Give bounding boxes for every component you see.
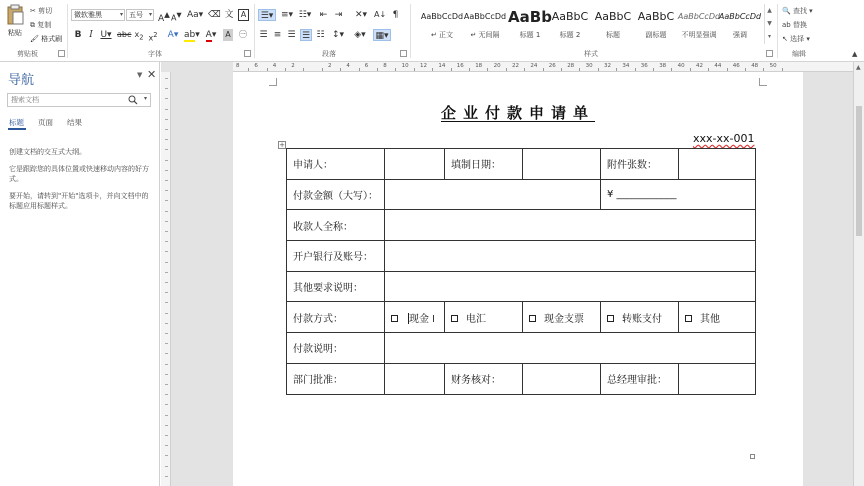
ibeam-cursor-icon: I — [432, 313, 435, 325]
ruler-tick-mark — [165, 455, 168, 456]
fill-date-label: 填制日期： — [445, 149, 523, 180]
ruler-tick-mark — [690, 68, 691, 71]
replace-icon: ab — [782, 21, 791, 29]
ruler-tick-mark — [616, 68, 617, 71]
ruler-tick-mark — [165, 149, 168, 150]
document-canvas — [161, 62, 853, 486]
finance-check-value[interactable] — [523, 363, 601, 394]
style-name: ↵ 正文 — [430, 31, 454, 39]
style-name: 强调 — [733, 31, 747, 39]
close-icon[interactable]: ✕ — [147, 68, 157, 81]
table-resize-handle[interactable] — [750, 454, 755, 459]
finance-check-label: 财务核对： — [445, 363, 523, 394]
ruler-tick-mark — [487, 68, 488, 71]
ruler-tick-mark — [165, 353, 168, 354]
ruler-tick-mark — [377, 68, 378, 71]
style-subtitle[interactable] — [632, 4, 680, 44]
vertical-scrollbar[interactable] — [853, 62, 864, 486]
style-preview: AaBb — [508, 8, 552, 26]
style-preview: AaBbC — [594, 10, 632, 23]
ruler-tick-mark — [165, 262, 168, 263]
ruler-tick-label: 30 — [585, 63, 593, 69]
table-row — [287, 179, 756, 210]
ruler-tick-mark — [579, 68, 580, 71]
bullets-button[interactable]: ☰▾ — [258, 9, 276, 21]
dept-approval-value[interactable] — [385, 363, 445, 394]
ruler-tick-mark — [671, 68, 672, 71]
paragraph-launcher[interactable] — [400, 50, 407, 57]
chevron-up-icon[interactable]: ▲ — [856, 64, 861, 71]
styles-gallery — [418, 4, 762, 44]
search-icon[interactable] — [128, 95, 138, 105]
ruler-tick-label: 16 — [456, 63, 464, 69]
style-heading-2[interactable] — [546, 4, 594, 44]
navigation-pane — [0, 62, 160, 486]
style-name: 副标题 — [645, 31, 667, 39]
horizontal-ruler[interactable] — [233, 62, 853, 72]
style-preview: AaBbC — [551, 10, 589, 23]
copy-button[interactable]: ⧉ 复制 — [30, 21, 52, 29]
change-case-button[interactable]: Aa▾ — [187, 10, 204, 20]
ruler-tick-mark — [165, 190, 168, 191]
style-preview: AaBbCcDd — [463, 12, 507, 21]
format-painter-button[interactable]: 🖌 格式刷 — [30, 35, 63, 43]
ruler-tick-mark — [598, 68, 599, 71]
find-label: 查找 — [792, 7, 807, 15]
ruler-tick-mark — [524, 68, 525, 71]
numbering-button[interactable]: ≡▾ — [280, 10, 294, 20]
ruler-tick-mark — [165, 302, 168, 303]
bank-label: 开户银行及账号： — [287, 241, 385, 272]
font-launcher[interactable] — [244, 50, 251, 57]
chevron-down-icon[interactable]: ▾ — [143, 95, 147, 102]
find-button[interactable]: 🔍 查找 ▾ — [782, 7, 813, 15]
find-icon: 🔍 — [782, 7, 791, 15]
ruler-tick-mark — [165, 139, 168, 140]
font-name-value: 微软雅黑 — [74, 11, 102, 19]
select-icon: ↖ — [782, 35, 788, 43]
paste-label: 粘贴 — [8, 29, 22, 37]
tab-results[interactable]: 结果 — [67, 118, 82, 127]
align-left-icon[interactable]: ☰ — [259, 30, 268, 40]
nav-description-1: 创建文档的交互式大纲。 — [9, 148, 86, 156]
ribbon — [0, 0, 864, 62]
ruler-tick-mark — [165, 425, 168, 426]
shrink-font-button[interactable]: A▼ — [171, 11, 182, 23]
applicant-label: 申请人： — [287, 149, 385, 180]
ruler-tick-mark — [165, 282, 168, 283]
style-name: 标题 2 — [559, 31, 581, 39]
nav-search-box — [7, 93, 151, 107]
ruler-tick-label: 8 — [236, 63, 240, 69]
style-no-spacing[interactable] — [461, 4, 509, 44]
table-row — [287, 363, 756, 394]
table-row — [287, 271, 756, 302]
checkbox-icon[interactable] — [451, 315, 458, 322]
ruler-tick-mark — [165, 241, 168, 242]
ruler-tick-label: 24 — [530, 63, 538, 69]
ruler-tick-mark — [359, 68, 360, 71]
ruler-tick-label: 26 — [548, 63, 556, 69]
ruler-tick-mark — [165, 466, 168, 467]
ruler-tick-mark — [165, 251, 168, 252]
bold-button[interactable]: B — [74, 30, 82, 40]
underline-button[interactable]: U▾ — [100, 30, 112, 40]
cut-label: 剪切 — [38, 7, 53, 15]
style-name: ↵ 无间隔 — [470, 31, 500, 39]
style-preview: AaBbC — [637, 10, 675, 23]
payment-form-table — [286, 148, 756, 395]
option-transfer[interactable] — [601, 302, 679, 333]
document-page[interactable] — [233, 72, 803, 486]
payee-label: 收款人全称： — [287, 210, 385, 241]
ruler-tick-label: 32 — [604, 63, 611, 69]
amount-upper-value[interactable] — [385, 179, 601, 210]
format-painter-label: 格式刷 — [41, 35, 63, 43]
table-row — [287, 333, 756, 364]
paragraph-group-label: 段落 — [322, 50, 336, 58]
scrollbar-thumb[interactable] — [856, 106, 862, 236]
ruler-tick-mark — [543, 68, 544, 71]
ruler-tick-mark — [165, 160, 168, 161]
editing-group-label: 编辑 — [792, 50, 806, 58]
style-normal[interactable] — [418, 4, 466, 44]
replace-label: 替换 — [792, 21, 807, 29]
option-wire[interactable] — [445, 302, 523, 333]
vertical-ruler[interactable] — [161, 72, 171, 486]
multilevel-list-button[interactable]: ☷▾ — [298, 10, 312, 20]
gallery-scroll[interactable] — [764, 4, 774, 44]
other-requirements-label: 其他要求说明： — [287, 271, 385, 302]
ruler-tick-mark — [165, 119, 168, 120]
ruler-tick-mark — [165, 323, 168, 324]
ruler-tick-label: 22 — [512, 63, 519, 69]
ruler-tick-mark — [165, 364, 168, 365]
distribute-icon[interactable]: ☷ — [316, 30, 325, 40]
attachments-label: 附件张数： — [601, 149, 679, 180]
nav-description-3: 要开始，请转到"开始"选项卡，并向文档中的标题应用标题样式。 — [9, 192, 149, 210]
chevron-down-icon[interactable]: ▼ — [767, 20, 772, 27]
table-row — [287, 210, 756, 241]
checkbox-icon[interactable] — [529, 315, 536, 322]
ruler-tick-mark — [165, 404, 168, 405]
char-border-icon[interactable]: A — [238, 9, 249, 21]
active-tab-indicator — [8, 128, 26, 130]
align-right-icon[interactable]: ☰ — [287, 30, 296, 40]
ruler-tick-mark — [165, 231, 168, 232]
chinese-layout-button[interactable]: ✕▾ — [354, 10, 368, 20]
ruler-tick-mark — [414, 68, 415, 71]
ruler-tick-mark — [285, 68, 286, 71]
payment-method-label: 付款方式： — [287, 302, 385, 333]
option-check[interactable] — [523, 302, 601, 333]
subscript-button[interactable]: $x_2$ — [134, 30, 144, 42]
tab-pages[interactable]: 页面 — [38, 118, 53, 127]
ruler-tick-label: 20 — [493, 63, 501, 69]
decrease-indent-icon[interactable]: ⇤ — [319, 10, 328, 20]
font-size-value: 五号 — [129, 11, 143, 19]
applicant-value[interactable] — [385, 149, 445, 180]
option-wire-label: 电汇 — [466, 313, 486, 325]
search-input[interactable] — [8, 94, 126, 106]
option-other[interactable] — [679, 302, 756, 333]
option-other-label: 其他 — [700, 313, 720, 325]
document-title[interactable]: 企业付款申请单 — [440, 104, 595, 122]
justify-icon[interactable]: ☰ — [301, 31, 311, 41]
paste-button[interactable] — [3, 4, 27, 44]
ruler-tick-mark — [165, 129, 168, 130]
ruler-tick-mark — [165, 445, 168, 446]
ruler-tick-label: 8 — [383, 63, 387, 69]
ruler-tick-mark — [469, 68, 470, 71]
collapse-ribbon-icon[interactable]: ▲ — [852, 50, 858, 58]
ruler-tick-mark — [165, 180, 168, 181]
phonetic-guide-icon[interactable]: 文 — [224, 10, 234, 20]
payment-note-label: 付款说明： — [287, 333, 385, 364]
font-color-button[interactable]: A▾ — [205, 30, 217, 40]
ruler-tick-mark — [165, 211, 168, 212]
ruler-tick-label: 2 — [291, 63, 295, 69]
ruler-tick-mark — [653, 68, 654, 71]
ruler-tick-mark — [165, 374, 168, 375]
font-group-label: 字体 — [148, 50, 162, 58]
amount-yen[interactable]: ¥ ____________ — [601, 179, 756, 210]
ruler-tick-label: 42 — [696, 63, 703, 69]
other-requirements-value[interactable] — [385, 271, 756, 302]
ruler-tick-mark — [727, 68, 728, 71]
chevron-up-icon[interactable]: ▲ — [767, 7, 772, 14]
enclose-char-icon[interactable]: ㊀ — [239, 30, 247, 39]
ruler-tick-label: 10 — [401, 63, 409, 69]
ruler-tick-label: 28 — [567, 63, 575, 69]
italic-button[interactable]: I — [89, 30, 93, 40]
ruler-tick-mark — [165, 88, 168, 89]
ruler-tick-mark — [165, 394, 168, 395]
style-preview: AaBbCcDd — [677, 12, 721, 21]
nav-title: 导航 — [8, 73, 35, 88]
style-preview: AaBbCcDd — [718, 12, 762, 21]
styles-group-label: 样式 — [584, 50, 598, 58]
fill-date-value[interactable] — [523, 149, 601, 180]
styles-launcher[interactable] — [766, 50, 773, 57]
ruler-tick-label: 38 — [659, 63, 667, 69]
bank-value[interactable] — [385, 241, 756, 272]
char-shading-icon[interactable]: A — [223, 29, 233, 41]
borders-button[interactable]: ▦▾ — [373, 29, 391, 41]
font-size-select[interactable]: 五号 ▾ — [126, 9, 154, 21]
ruler-tick-label: 44 — [714, 63, 722, 69]
ruler-tick-mark — [763, 68, 764, 71]
style-emphasis[interactable] — [716, 4, 764, 44]
superscript-button[interactable]: $x^2$ — [148, 31, 158, 43]
text-effects-button[interactable]: A▾ — [167, 30, 179, 40]
cut-button[interactable]: ✂ 剪切 — [30, 7, 53, 15]
ruler-tick-mark — [248, 68, 249, 71]
style-preview: AaBbCcDd — [420, 12, 464, 21]
ruler-tick-mark — [165, 343, 168, 344]
ruler-tick-label: 14 — [438, 63, 446, 69]
ruler-tick-mark — [165, 435, 168, 436]
ruler-tick-mark — [165, 200, 168, 201]
ruler-tick-label: 6 — [364, 63, 369, 69]
ruler-tick-mark — [451, 68, 452, 71]
table-row — [287, 149, 756, 180]
select-button[interactable]: ↖ 选择 ▾ — [782, 35, 810, 43]
ruler-tick-mark — [165, 272, 168, 273]
option-cash-label: 现金 — [409, 313, 429, 325]
style-name: 标题 — [606, 31, 620, 39]
table-row — [287, 241, 756, 272]
select-label: 选择 — [790, 35, 805, 43]
gm-approval-label: 总经理审批： — [601, 363, 679, 394]
ruler-tick-label: 6 — [254, 63, 258, 69]
show-marks-icon[interactable]: ¶ — [392, 10, 399, 20]
ruler-tick-mark — [303, 68, 304, 71]
line-spacing-button[interactable]: ↕▾ — [331, 30, 345, 40]
ruler-tick-mark — [708, 68, 709, 71]
ruler-tick-label: 4 — [272, 63, 277, 69]
ruler-tick-mark — [165, 333, 168, 334]
ruler-tick-label: 12 — [420, 63, 427, 69]
highlight-button[interactable]: ab▾ — [184, 30, 200, 40]
ruler-tick-label: 50 — [769, 63, 777, 69]
option-transfer-label: 转账支付 — [622, 313, 662, 325]
attachments-value[interactable] — [679, 149, 756, 180]
ruler-tick-mark — [745, 68, 746, 71]
ruler-tick-mark — [561, 68, 562, 71]
style-name: 不明显强调 — [681, 31, 717, 39]
gm-approval-value[interactable] — [679, 363, 756, 394]
ruler-tick-label: 34 — [622, 63, 630, 69]
ruler-tick-mark — [340, 68, 341, 71]
copy-label: 复制 — [37, 21, 52, 29]
ruler-tick-mark — [395, 68, 396, 71]
ruler-tick-mark — [506, 68, 507, 71]
checkbox-icon[interactable] — [391, 315, 398, 322]
ruler-tick-mark — [165, 170, 168, 171]
document-number[interactable]: xxx-xx-001 — [693, 132, 755, 145]
ruler-tick-mark — [165, 415, 168, 416]
ruler-tick-mark — [165, 221, 168, 222]
gallery-more-icon[interactable]: ▾ — [767, 33, 771, 40]
ruler-tick-mark — [165, 98, 168, 99]
ruler-tick-mark — [165, 109, 168, 110]
ruler-tick-label: 36 — [640, 63, 648, 69]
ruler-tick-mark — [165, 476, 168, 477]
payment-note-value[interactable] — [385, 333, 756, 364]
tab-headings[interactable]: 标题 — [9, 118, 24, 127]
paste-icon — [5, 4, 25, 26]
dept-approval-label: 部门批准： — [287, 363, 385, 394]
increase-indent-icon[interactable]: ⇥ — [334, 10, 343, 20]
shading-button[interactable]: ◈▾ — [354, 30, 366, 40]
option-cash[interactable] — [385, 302, 445, 333]
clipboard-group-label: 剪贴板 — [17, 50, 38, 58]
ruler-tick-label: 2 — [328, 63, 332, 69]
replace-button[interactable] — [782, 20, 807, 30]
strikethrough-button[interactable]: abc — [117, 30, 132, 39]
nav-description-2: 它是跟踪您的具体位置或快速移动内容的好方式。 — [9, 165, 149, 183]
ruler-tick-mark — [782, 68, 783, 71]
checkbox-icon[interactable] — [607, 315, 614, 322]
align-center-icon[interactable]: ≡ — [273, 30, 282, 40]
sort-icon[interactable]: A↓ — [374, 10, 387, 19]
clear-format-icon[interactable]: ⌫ — [208, 10, 221, 20]
style-title[interactable] — [589, 4, 637, 44]
amount-upper-label: 付款金额（大写）： — [287, 179, 385, 210]
ruler-tick-mark — [322, 68, 323, 71]
ruler-tick-mark — [165, 313, 168, 314]
nav-options-icon[interactable]: ▼ — [137, 71, 143, 79]
font-name-select[interactable]: 微软雅黑 ▾ — [71, 9, 125, 21]
ruler-tick-label: 18 — [475, 63, 483, 69]
ruler-tick-label: 40 — [677, 63, 685, 69]
table-move-handle[interactable]: + — [279, 141, 285, 149]
ruler-tick-label: 46 — [732, 63, 740, 69]
clipboard-launcher[interactable] — [58, 50, 65, 57]
grow-font-button[interactable]: A▲ — [158, 10, 170, 24]
style-name: 标题 1 — [519, 31, 541, 39]
payee-value[interactable] — [385, 210, 756, 241]
option-check-label: 现金支票 — [544, 313, 584, 325]
ruler-tick-mark — [165, 384, 168, 385]
ruler-tick-label: 4 — [346, 63, 350, 69]
ruler-tick-mark — [165, 292, 168, 293]
ruler-tick-label: 48 — [751, 63, 759, 69]
ruler-tick-mark — [267, 68, 268, 71]
table-row — [287, 302, 756, 333]
checkbox-icon[interactable] — [685, 315, 692, 322]
ruler-tick-mark — [165, 78, 168, 79]
ruler-tick-mark — [432, 68, 433, 71]
ruler-tick-mark — [635, 68, 636, 71]
